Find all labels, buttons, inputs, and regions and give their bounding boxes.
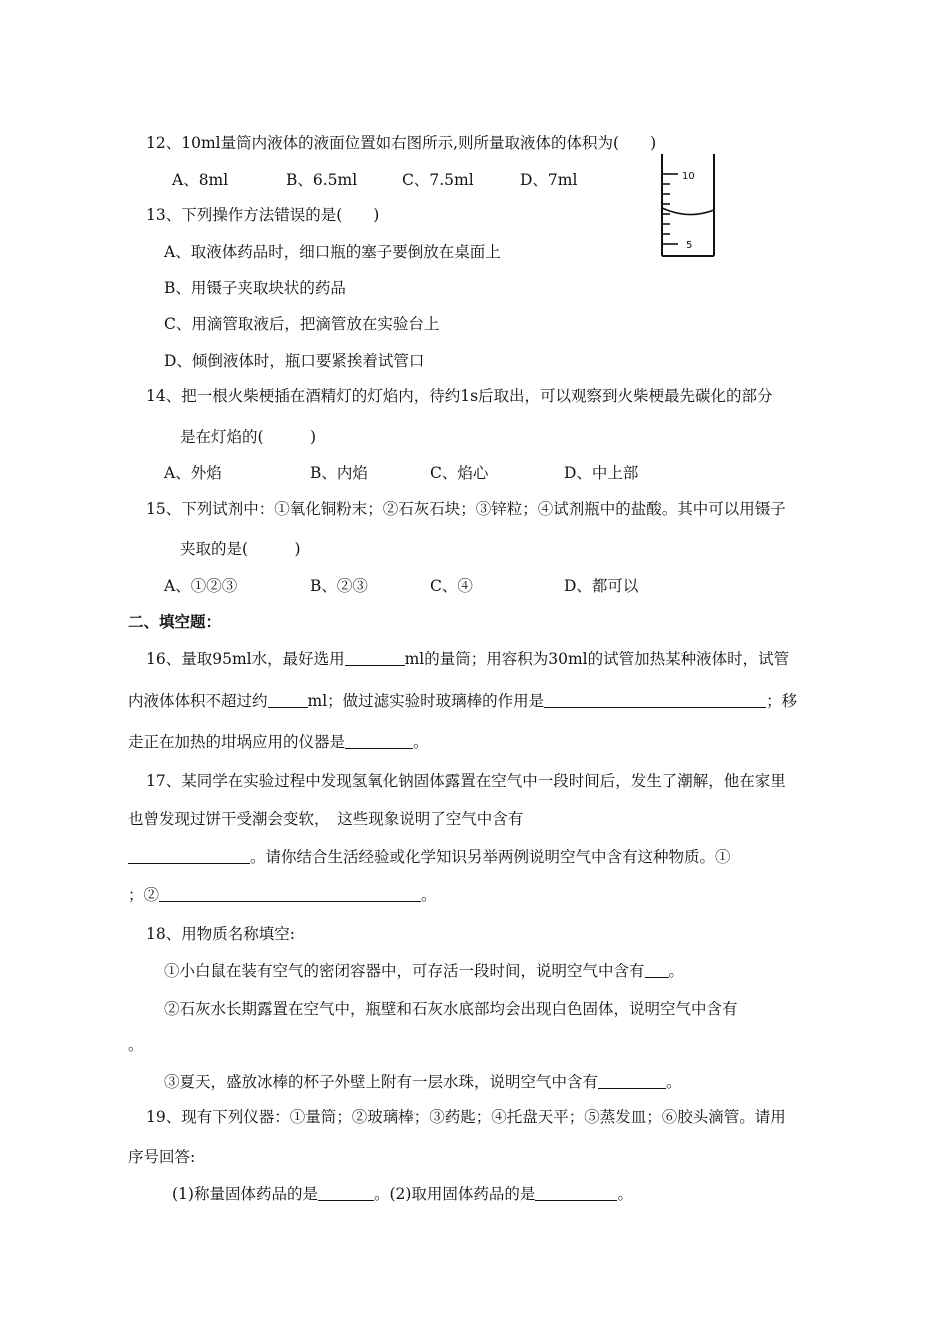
q13-option-c: C、用滴管取液后，把滴管放在实验台上 bbox=[164, 315, 440, 333]
q16-text-1a: 16、量取95ml水，最好选用 bbox=[146, 650, 345, 668]
q12-options bbox=[172, 169, 632, 191]
q18-item1 bbox=[164, 960, 684, 982]
q12-option-c: C、7.5ml bbox=[402, 171, 474, 189]
q14-options bbox=[164, 462, 664, 484]
q18-text-1a: ①小白鼠在装有空气的密闭容器中，可存活一段时间，说明空气中含有 bbox=[164, 962, 645, 980]
q16-blank-3[interactable] bbox=[544, 691, 766, 708]
q17-blank-1[interactable] bbox=[128, 847, 250, 864]
q19-line3 bbox=[172, 1183, 633, 1205]
q19-blank-2[interactable] bbox=[535, 1184, 617, 1201]
q14-stem-line2: 是在灯焰的( ) bbox=[180, 428, 317, 446]
q17-text-4a: ；② bbox=[128, 886, 160, 904]
q13-option-a: A、取液体药品时，细口瓶的塞子要倒放在桌面上 bbox=[164, 243, 501, 261]
q14-option-c: C、焰心 bbox=[430, 464, 489, 482]
q16-line3 bbox=[128, 731, 429, 753]
q16-text-2b: ml；做过滤实验时玻璃棒的作用是 bbox=[307, 692, 545, 710]
q14-option-b: B、内焰 bbox=[310, 464, 368, 482]
q15-option-b: B、②③ bbox=[310, 577, 368, 595]
q18-blank-1[interactable] bbox=[645, 961, 669, 978]
q16-text-2c: ；移 bbox=[766, 692, 798, 710]
q14-option-d: D、中上部 bbox=[564, 464, 639, 482]
q16-line1 bbox=[146, 648, 789, 670]
q13-stem: 13、下列操作方法错误的是( ) bbox=[146, 206, 380, 224]
q12-stem: 12、10ml量筒内液体的液面位置如右图所示,则所量取液体的体积为( ) bbox=[146, 134, 657, 152]
q17-blank-2[interactable] bbox=[159, 885, 421, 902]
q17-line2: 也曾发现过饼干受潮会变软， 这些现象说明了空气中含有 bbox=[128, 810, 524, 828]
q14-option-a: A、外焰 bbox=[164, 464, 222, 482]
q13-option-d: D、倾倒液体时，瓶口要紧挨着试管口 bbox=[164, 352, 425, 370]
q12-option-a: A、8ml bbox=[172, 171, 229, 189]
section-title: 二、填空题： bbox=[128, 612, 222, 631]
q16-text-3a: 走正在加热的坩埚应用的仪器是 bbox=[128, 733, 346, 751]
graduated-cylinder-figure bbox=[656, 152, 720, 260]
q18-item3 bbox=[164, 1071, 682, 1093]
q19-text-3a: (1)称量固体药品的是 bbox=[172, 1185, 318, 1203]
q18-text-3a: ③夏天，盛放冰棒的杯子外壁上附有一层水珠，说明空气中含有 bbox=[164, 1073, 599, 1091]
q15-option-d: D、都可以 bbox=[564, 577, 639, 595]
q17-line1: 17、某同学在实验过程中发现氢氧化钠固体露置在空气中一段时间后，发生了潮解，他在家里 bbox=[146, 772, 786, 790]
q15-option-a: A、①②③ bbox=[164, 577, 238, 595]
q15-stem-line1: 15、下列试剂中：①氧化铜粉末；②石灰石块；③锌粒；④试剂瓶中的盐酸。其中可以用镊子 bbox=[146, 500, 786, 518]
q17-line3 bbox=[128, 846, 731, 868]
q16-text-3b: 。 bbox=[413, 733, 429, 751]
q14-stem-line1: 14、把一根火柴梗插在酒精灯的灯焰内，待约1s后取出，可以观察到火柴梗最先碳化的部分 bbox=[146, 387, 773, 405]
q18-stem: 18、用物质名称填空: bbox=[146, 925, 295, 943]
q18-blank-3[interactable] bbox=[598, 1072, 666, 1089]
q16-text-2a: 内液体体积不超过约 bbox=[128, 692, 268, 710]
q16-blank-2[interactable] bbox=[268, 691, 308, 708]
q19-line2: 序号回答: bbox=[128, 1148, 196, 1166]
q16-text-1b: ml的量筒；用容积为30ml的试管加热某种液体时，试管 bbox=[404, 650, 790, 668]
q18-text-3b: 。 bbox=[666, 1073, 682, 1091]
q17-text-4b: 。 bbox=[421, 886, 437, 904]
q18-item2: ②石灰水长期露置在空气中，瓶壁和石灰水底部均会出现白色固体，说明空气中含有 bbox=[164, 1000, 738, 1018]
q16-blank-1[interactable] bbox=[345, 649, 405, 666]
q19-text-3b: 。(2)取用固体药品的是 bbox=[373, 1185, 536, 1203]
q16-line2 bbox=[128, 690, 797, 712]
q12-option-d: D、7ml bbox=[520, 171, 578, 189]
q12-option-b: B、6.5ml bbox=[286, 171, 358, 189]
q13-option-b: B、用镊子夹取块状的药品 bbox=[164, 279, 346, 297]
q19-line1: 19、现有下列仪器：①量筒；②玻璃棒；③药匙；④托盘天平；⑤蒸发皿；⑥胶头滴管。请用 bbox=[146, 1108, 786, 1126]
q18-item2-end: 。 bbox=[128, 1036, 144, 1054]
q19-text-3c: 。 bbox=[617, 1185, 633, 1203]
q17-line4 bbox=[128, 884, 437, 906]
q15-option-c: C、④ bbox=[430, 577, 473, 595]
cylinder-bottom-mark: 5 bbox=[686, 240, 693, 251]
q16-blank-4[interactable] bbox=[345, 732, 413, 749]
q19-blank-1[interactable] bbox=[318, 1184, 374, 1201]
cylinder-top-mark: 10 bbox=[682, 171, 695, 182]
q18-text-1b: 。 bbox=[668, 962, 685, 980]
q15-stem-line2: 夹取的是( ) bbox=[180, 540, 301, 558]
q17-text-3: 。请你结合生活经验或化学知识另举两例说明空气中含有这种物质。① bbox=[250, 848, 731, 866]
q15-options bbox=[164, 575, 664, 597]
